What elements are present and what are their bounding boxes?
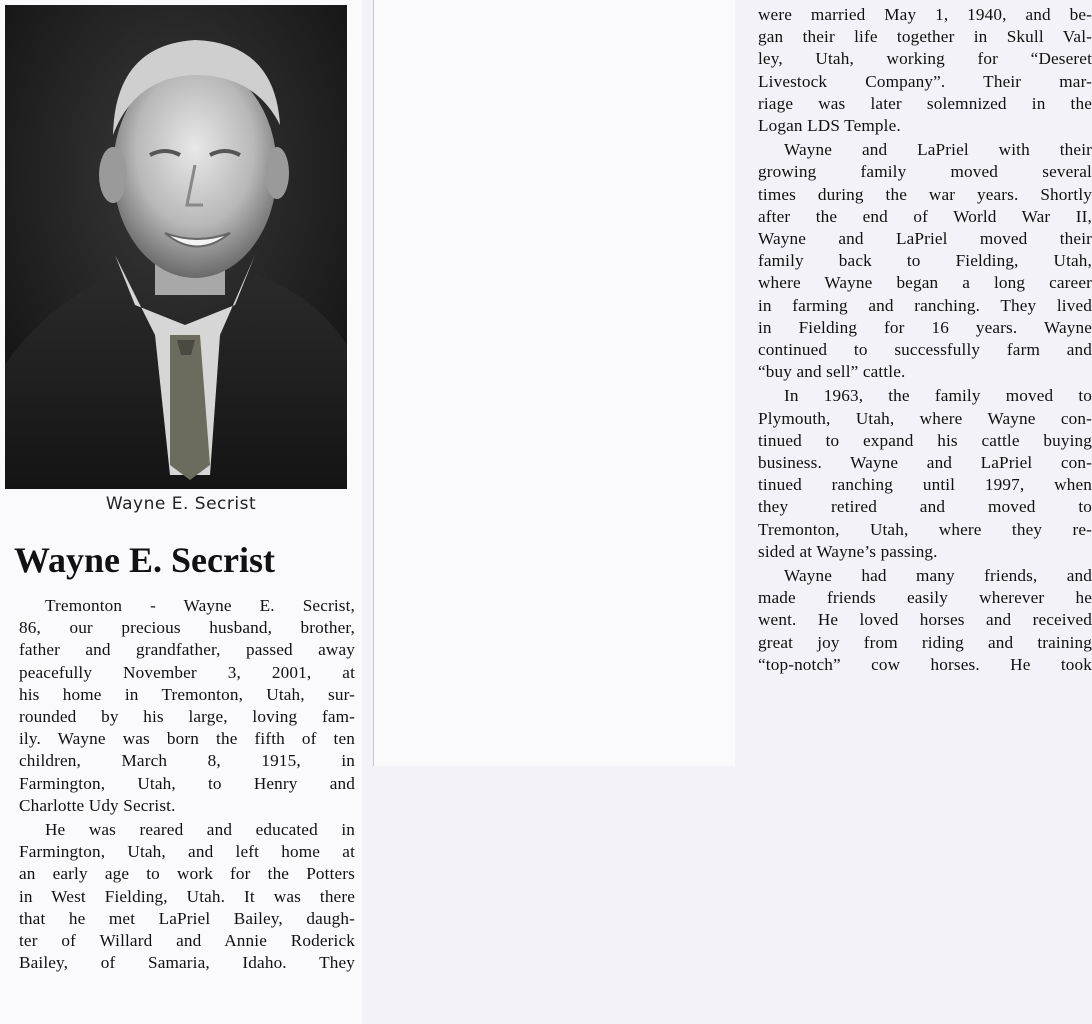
- text-line: He was reared and educated in: [45, 820, 355, 840]
- portrait-photo: [5, 5, 347, 489]
- paragraph: [758, 139, 1092, 383]
- text-line: growing family moved several: [758, 162, 1092, 182]
- text-line: Livestock Company”. Their mar-: [758, 71, 1092, 91]
- text-line: Farmington, Utah, to Henry and: [19, 773, 355, 793]
- text-line: Wayne and LaPriel with their: [784, 140, 1092, 160]
- text-line: after the end of World War II,: [758, 206, 1092, 226]
- text-line: sided at Wayne’s passing.: [758, 541, 938, 561]
- text-line: riage was later solemnized in the: [758, 93, 1092, 113]
- text-line: peacefully November 3, 2001, at: [19, 662, 355, 682]
- text-line: went. He loved horses and received: [758, 610, 1092, 630]
- text-line: his home in Tremonton, Utah, sur-: [19, 684, 355, 704]
- left-text-column: [19, 595, 355, 976]
- text-line: Logan LDS Temple.: [758, 116, 901, 136]
- paragraph: [19, 819, 355, 974]
- text-line: In 1963, the family moved to: [784, 386, 1092, 406]
- text-line: ter of Willard and Annie Roderick: [19, 931, 355, 951]
- text-line: tinued to expand his cattle buying: [758, 430, 1092, 450]
- text-line: business. Wayne and LaPriel con-: [758, 453, 1092, 473]
- text-line: were married May 1, 1940, and be-: [758, 5, 1092, 24]
- text-line: an early age to work for the Potters: [19, 864, 355, 884]
- text-line: father and grandfather, passed away: [19, 640, 355, 660]
- photo-caption: Wayne E. Secrist: [105, 494, 257, 514]
- text-line: in Fielding for 16 years. Wayne: [758, 317, 1092, 337]
- text-line: Farmington, Utah, and left home at: [19, 842, 355, 862]
- text-line: children, March 8, 1915, in: [19, 751, 355, 771]
- text-line: tinued ranching until 1997, when: [758, 475, 1092, 495]
- text-line: family back to Fielding, Utah,: [758, 251, 1092, 271]
- text-line: Tremonton, Utah, where they re-: [758, 519, 1092, 539]
- text-line: “buy and sell” cattle.: [758, 362, 906, 382]
- text-line: ley, Utah, working for “Deseret: [758, 49, 1092, 69]
- clipping-right-column: [373, 0, 1092, 766]
- text-line: Plymouth, Utah, where Wayne con-: [758, 408, 1092, 428]
- clipping-left-column: [0, 0, 362, 1024]
- portrait-photo-image: [5, 5, 347, 489]
- text-line: ily. Wayne was born the fifth of ten: [19, 729, 355, 749]
- text-line: Charlotte Udy Secrist.: [19, 795, 176, 815]
- text-line: that he met LaPriel Bailey, daugh-: [19, 908, 355, 928]
- text-line: Bailey, of Samaria, Idaho. They: [19, 953, 355, 973]
- text-line: where Wayne began a long career: [758, 273, 1092, 293]
- right-text-column: [758, 4, 1092, 678]
- text-line: rounded by his large, loving fam-: [19, 707, 355, 727]
- paragraph: [758, 4, 1092, 137]
- text-line: Wayne and LaPriel moved their: [758, 229, 1092, 249]
- paragraph: [19, 595, 355, 817]
- obituary-headline: Wayne E. Secrist: [14, 540, 275, 580]
- text-line: “top-notch” cow horses. He took: [758, 654, 1092, 674]
- text-line: gan their life together in Skull Val-: [758, 27, 1092, 47]
- text-line: Tremonton - Wayne E. Secrist,: [45, 596, 355, 615]
- text-line: in West Fielding, Utah. It was there: [19, 886, 355, 906]
- paragraph: [758, 385, 1092, 563]
- text-line: great joy from riding and training: [758, 632, 1092, 652]
- text-line: they retired and moved to: [758, 497, 1092, 517]
- text-line: Wayne had many friends, and: [784, 566, 1092, 586]
- text-line: times during the war years. Shortly: [758, 184, 1092, 204]
- paragraph: [758, 565, 1092, 676]
- text-line: 86, our precious husband, brother,: [19, 618, 355, 638]
- text-line: in farming and ranching. They lived: [758, 295, 1092, 315]
- text-line: continued to successfully farm and: [758, 340, 1092, 360]
- text-line: made friends easily wherever he: [758, 588, 1092, 608]
